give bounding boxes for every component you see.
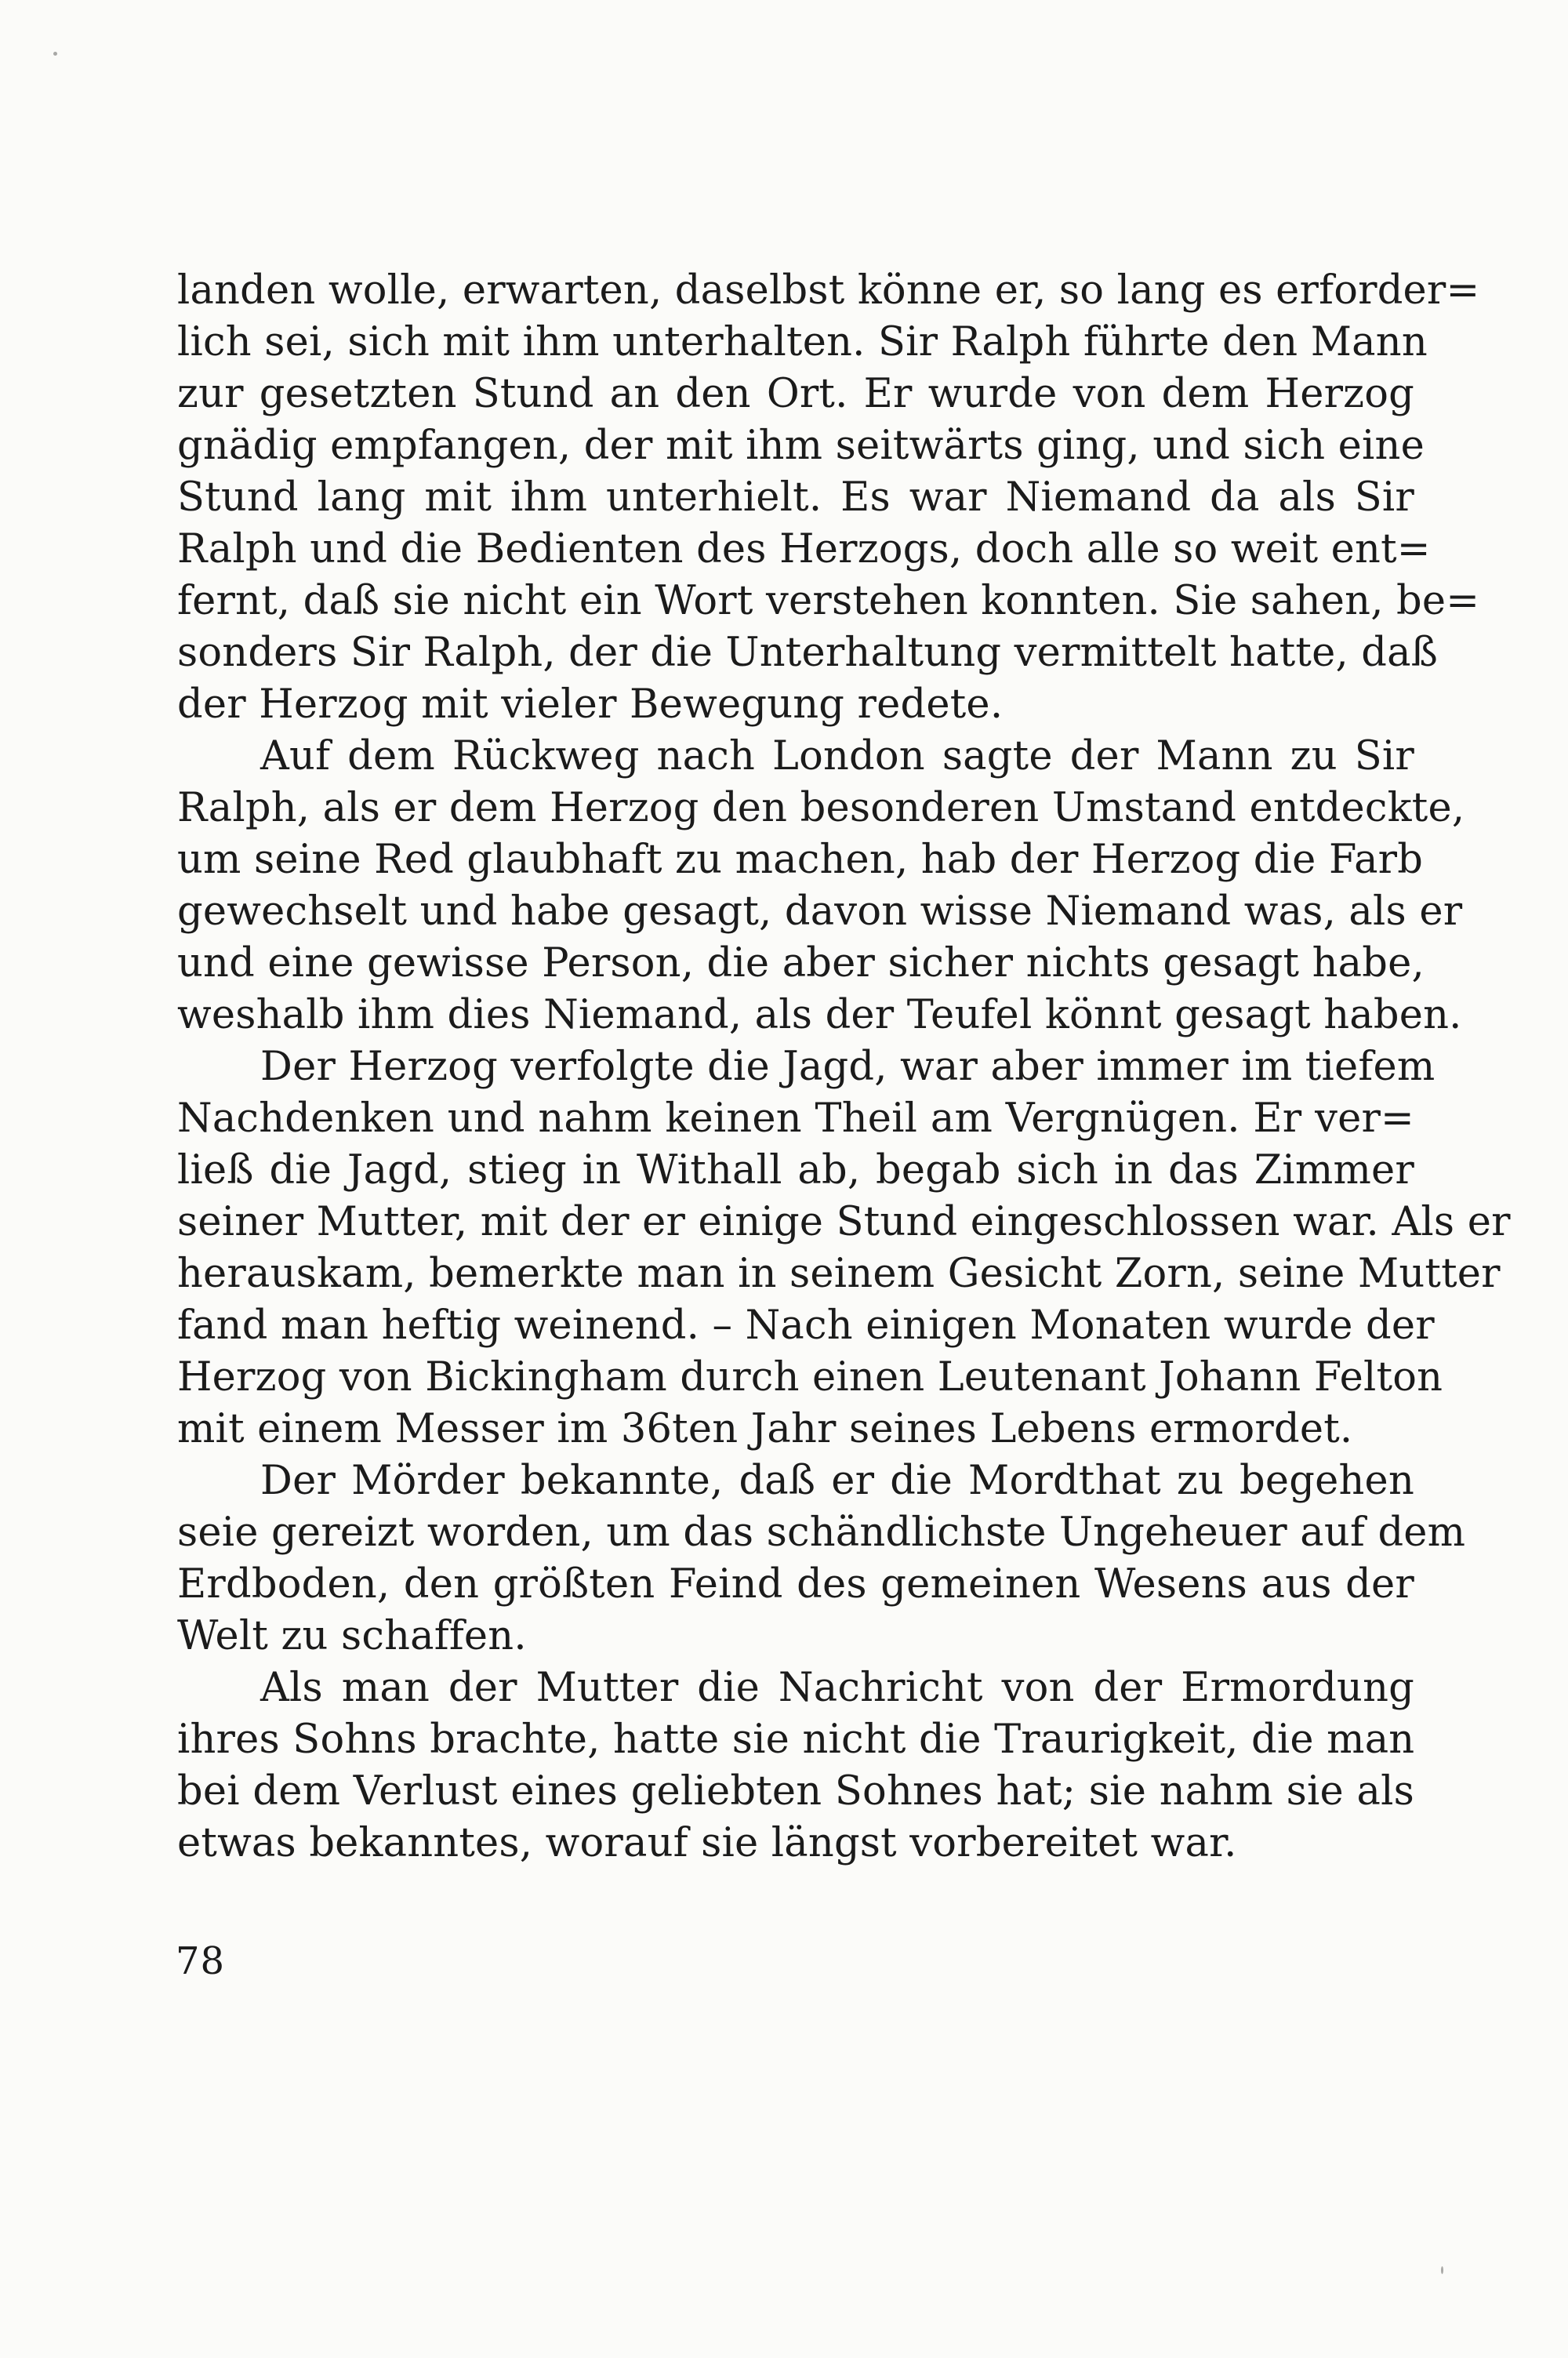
- paper-speck: [1441, 2266, 1443, 2274]
- paragraph-start-line: Der Mörder bekannte, daß er die Mordthat zu begehen: [260, 1458, 1414, 1504]
- text-line: gnädig empfangen, der mit ihm seitwärts ging, und sich eine: [177, 423, 1425, 469]
- paper-speck: [53, 52, 57, 56]
- paragraph-start-line: Auf dem Rückweg nach London sagte der Mann zu Sir: [260, 733, 1414, 779]
- text-line: gewechselt und habe gesagt, davon wisse Niemand was, als er: [177, 888, 1463, 935]
- text-line: Ralph, als er dem Herzog den besonderen Umstand entdeckte,: [177, 785, 1465, 831]
- text-line: ließ die Jagd, stieg in Withall ab, begab sich in das Zimmer: [177, 1147, 1414, 1194]
- text-line: Herzog von Bickingham durch einen Leutenant Johann Felton: [177, 1354, 1443, 1401]
- text-line: lich sei, sich mit ihm unterhalten. Sir Ralph führte den Mann: [177, 319, 1428, 365]
- text-line: zur gesetzten Stund an den Ort. Er wurde von dem Herzog: [177, 371, 1414, 417]
- paragraph-end-line: Welt zu schaffen.: [177, 1613, 527, 1659]
- paragraph-start-line: Als man der Mutter die Nachricht von der Ermordung: [260, 1665, 1414, 1711]
- paragraph-start-line: Der Herzog verfolgte die Jagd, war aber immer im tiefem: [260, 1044, 1436, 1090]
- text-line: und eine gewisse Person, die aber sicher nichts gesagt habe,: [177, 940, 1425, 986]
- text-line: sonders Sir Ralph, der die Unterhaltung vermittelt hatte, daß: [177, 630, 1439, 676]
- text-line: fernt, daß sie nicht ein Wort verstehen konnten. Sie sahen, be=: [177, 578, 1480, 624]
- text-line: Erdboden, den größten Feind des gemeinen Wesens aus der: [177, 1561, 1414, 1608]
- text-line: um seine Red glaubhaft zu machen, hab der Herzog die Farb: [177, 837, 1424, 883]
- page-number: 78: [176, 1939, 226, 1983]
- paragraph-end-line: der Herzog mit vieler Bewegung redete.: [177, 681, 1004, 728]
- text-line: fand man heftig weinend. – Nach einigen Monaten wurde der: [177, 1303, 1435, 1349]
- text-line: seie gereizt worden, um das schändlichste Ungeheuer auf dem: [177, 1510, 1466, 1556]
- text-line: Ralph und die Bedienten des Herzogs, doch alle so weit ent=: [177, 526, 1431, 572]
- text-line: ihres Sohns brachte, hatte sie nicht die Traurigkeit, die man: [177, 1717, 1415, 1763]
- text-line: herauskam, bemerkte man in seinem Gesicht Zorn, seine Mutter: [177, 1251, 1501, 1297]
- text-line: landen wolle, erwarten, daselbst könne er, so lang es erforder=: [177, 267, 1480, 314]
- text-line: seiner Mutter, mit der er einige Stund eingeschlossen war. Als er: [177, 1199, 1511, 1245]
- text-line: bei dem Verlust eines geliebten Sohnes hat; sie nahm sie als: [177, 1768, 1414, 1815]
- paragraph-end-line: weshalb ihm dies Niemand, als der Teufel könnt gesagt haben.: [177, 992, 1462, 1038]
- paragraph-end-line: mit einem Messer im 36ten Jahr seines Lebens ermordet.: [177, 1406, 1353, 1452]
- text-line: Nachdenken und nahm keinen Theil am Vergnügen. Er ver=: [177, 1095, 1414, 1142]
- paragraph-end-line: etwas bekanntes, worauf sie längst vorbereitet war.: [177, 1820, 1237, 1866]
- body-text: [177, 265, 1511, 1869]
- text-line: Stund lang mit ihm unterhielt. Es war Niemand da als Sir: [177, 474, 1414, 521]
